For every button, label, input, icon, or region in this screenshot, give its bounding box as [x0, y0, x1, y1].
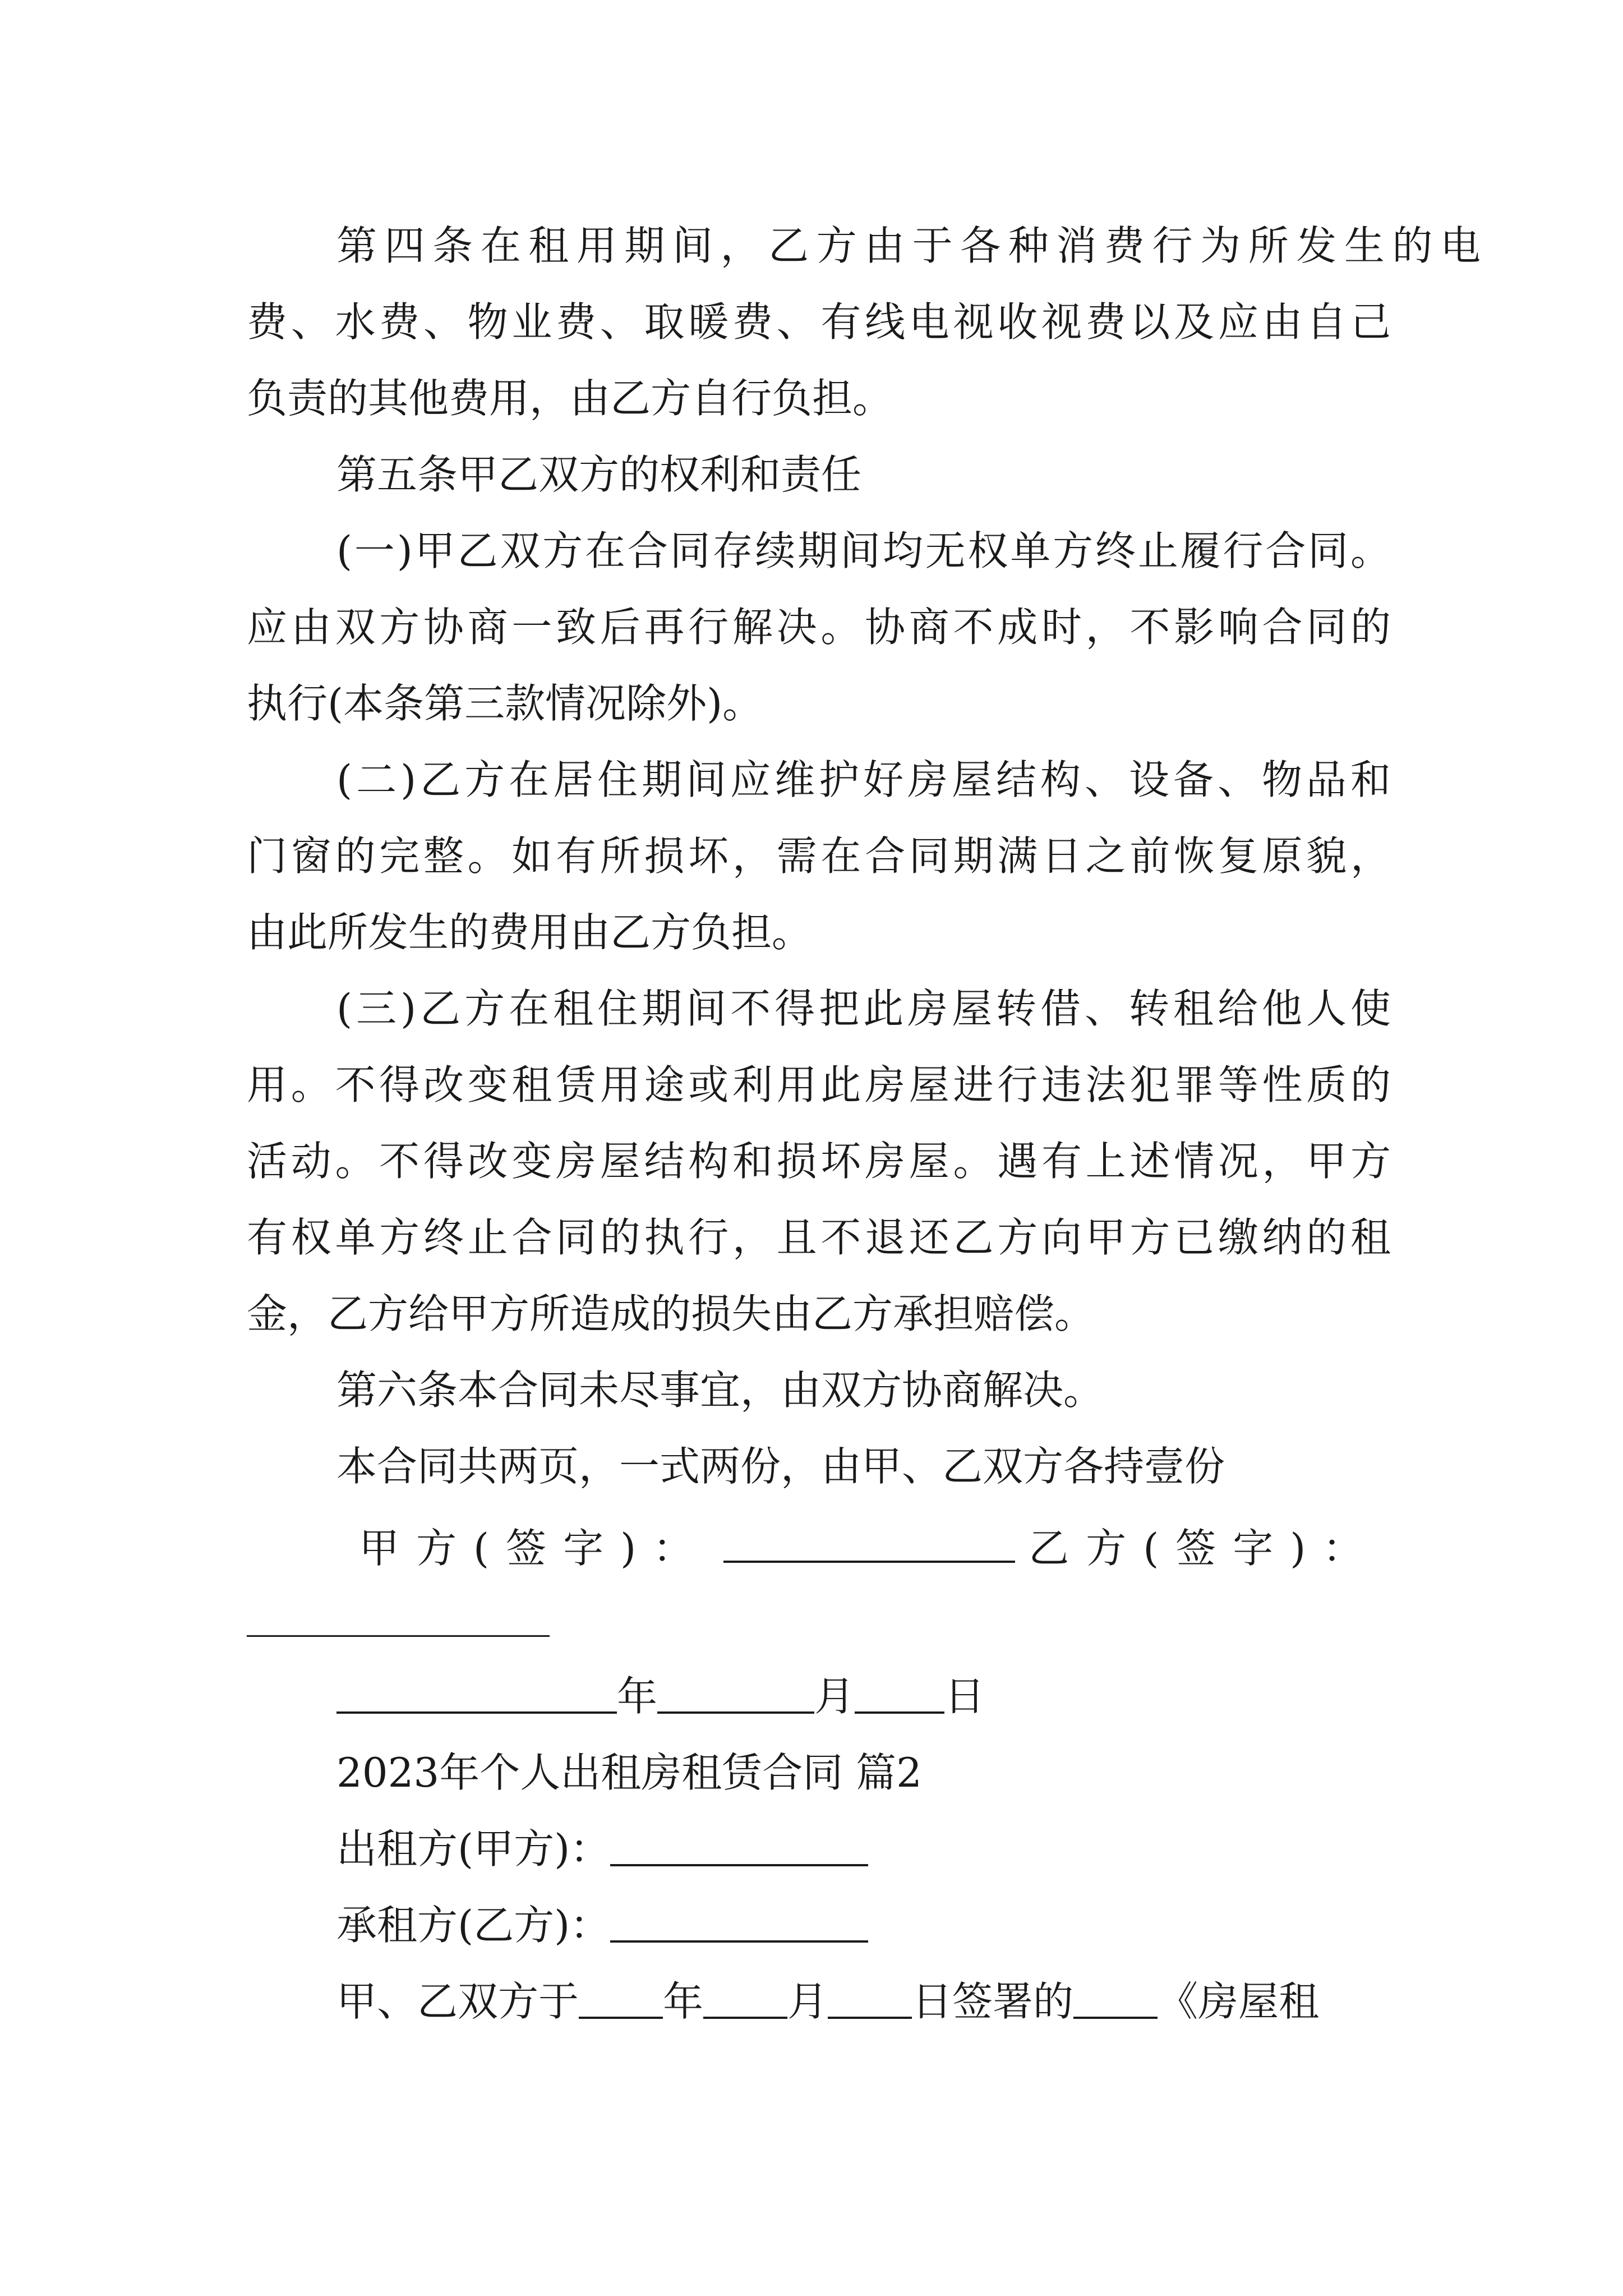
day-signed-label: 日签署的	[912, 1978, 1074, 2025]
lessor-blank[interactable]	[610, 1830, 868, 1866]
year-label: 年	[663, 1978, 704, 2025]
month-blank[interactable]	[657, 1678, 814, 1714]
paragraph-line: 有权单方终止合同的执行，且不退还乙方向甲方已缴纳的租	[247, 1214, 1391, 1261]
month-blank[interactable]	[703, 1983, 787, 2019]
paragraph-line: 金，乙方给甲方所造成的损失由乙方承担赔偿。	[247, 1290, 1095, 1337]
paragraph-line: 第六条本合同未尽事宜，由双方协商解决。	[336, 1366, 1104, 1414]
agreement-line	[336, 1975, 1481, 2028]
paragraph-line: (二)乙方在居住期间应维护好房屋结构、设备、物品和	[336, 756, 1391, 803]
paragraph-line: 第四条在租用期间，乙方由于各种消费行为所发生的电	[336, 222, 1481, 269]
day-blank[interactable]	[855, 1678, 944, 1714]
section-heading: 第五条甲乙双方的权利和责任	[336, 451, 862, 498]
paragraph-line: 负责的其他费用，由乙方自行负担。	[247, 375, 893, 422]
year-label: 年	[617, 1673, 658, 1720]
document-title-fragment: 《房屋租	[1158, 1978, 1320, 2025]
paragraph-line: 执行(本条第三款情况除外)。	[247, 680, 763, 727]
lessee-blank[interactable]	[610, 1907, 868, 1943]
paragraph-line: 应由双方协商一致后再行解决。协商不成时，不影响合同的	[247, 604, 1391, 651]
paragraph-line: 费、水费、物业费、取暖费、有线电视收视费以及应由自己	[247, 298, 1391, 346]
day-blank[interactable]	[828, 1983, 912, 2019]
document-blank[interactable]	[1073, 1983, 1158, 2019]
paragraph-line: 本合同共两页，一式两份，由甲、乙双方各持壹份	[336, 1443, 1225, 1490]
date-blank[interactable]	[336, 1678, 617, 1714]
month-label: 月	[814, 1673, 855, 1720]
paragraph-line: (三)乙方在租住期间不得把此房屋转借、转租给他人使	[336, 985, 1391, 1032]
paragraph-line: (一)甲乙双方在合同存续期间均无权单方终止履行合同。	[336, 527, 1391, 574]
signature-row	[359, 1518, 1391, 1572]
month-label: 月	[787, 1978, 828, 2025]
lessee-label: 承租方(乙方)：	[336, 1902, 611, 1949]
party-b-signature-label: 乙方(签字)：	[1029, 1525, 1380, 1572]
signature-blank-line[interactable]	[247, 1635, 550, 1637]
agreement-prefix: 甲、乙双方于	[336, 1978, 579, 2025]
section-title: 2023年个人出租房租赁合同 篇2	[336, 1749, 922, 1796]
paragraph-line: 由此所发生的费用由乙方负担。	[247, 909, 813, 956]
day-label: 日	[944, 1673, 985, 1720]
paragraph-line: 活动。不得改变房屋结构和损坏房屋。遇有上述情况，甲方	[247, 1138, 1391, 1185]
paragraph-line: 用。不得改变租赁用途或利用此房屋进行违法犯罪等性质的	[247, 1061, 1391, 1108]
lessee-line	[336, 1898, 1481, 1952]
party-a-signature-blank[interactable]	[723, 1527, 1015, 1563]
paragraph-line: 门窗的完整。如有所损坏，需在合同期满日之前恢复原貌，	[247, 832, 1391, 880]
date-line	[336, 1669, 1481, 1723]
lessor-line	[336, 1822, 1481, 1876]
party-a-signature-label: 甲方(签字)：	[359, 1525, 711, 1572]
lessor-label: 出租方(甲方)：	[336, 1825, 611, 1872]
year-blank[interactable]	[579, 1983, 663, 2019]
